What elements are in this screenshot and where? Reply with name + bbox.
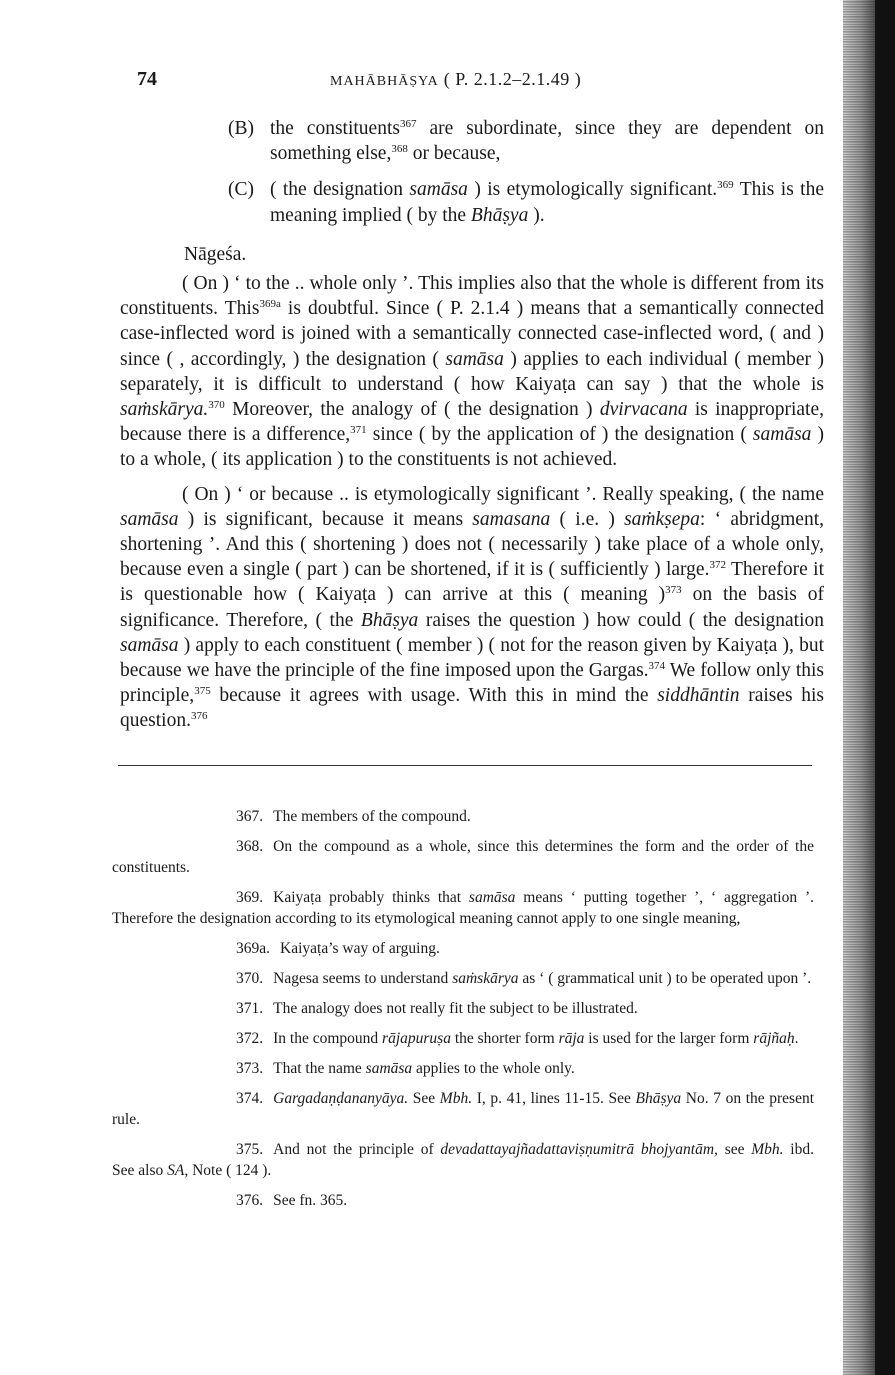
italic-term: rāja [558, 1030, 585, 1047]
text: ( On ) ‘ or because .. is etymologically significant ’. Really speaking, ( the name [182, 483, 824, 505]
text: applies to the whole only. [412, 1060, 575, 1077]
footnote-number: 370. [236, 970, 264, 987]
italic-term: rājapuruṣa [382, 1030, 451, 1047]
text: on the basis of significance. Therefore, ( the [120, 584, 824, 631]
italic-term: samāsa [752, 424, 812, 446]
italic-term: samāsa [120, 508, 179, 530]
text: Kaiyaṭa probably thinks that [273, 889, 469, 906]
italic-term: SA, [167, 1162, 189, 1179]
italic-term: Mbh. [751, 1141, 784, 1158]
text: raises his question. [120, 685, 825, 732]
running-head [330, 69, 581, 90]
text: the shorter form [450, 1030, 559, 1047]
footnote-divider [118, 765, 812, 766]
text: This is the meaning implied ( by the [270, 179, 824, 226]
footnote-ref: 374 [648, 660, 666, 673]
text: as ‘ ( grammatical unit ) to be operated upon ’. [518, 970, 812, 987]
text: In the compound [273, 1030, 383, 1047]
italic-term: samāsa [365, 1060, 413, 1077]
italic-term: siddhāntin [657, 685, 740, 707]
text: are subordinate, since they are dependent on something else, [270, 118, 825, 165]
author-heading: Nāgeśa. [184, 243, 247, 265]
footnote-373 [112, 1058, 814, 1079]
italic-term: samasana [472, 508, 551, 530]
page-number: 74 [137, 68, 157, 90]
text: On the compound as a whole, since this determines the form and the order of the constituents. [112, 838, 814, 876]
italic-term: samāsa [445, 348, 504, 370]
footnote-number: 375. [236, 1141, 264, 1158]
italic-term: saṁskārya [452, 970, 519, 987]
text: is doubtful. Since ( P. 2.1.4 ) means that a semantically connected case-inflected word is joined with a semantically connected case-inflected word, ( and ) since ( , accordingly, ) the designation ( [120, 298, 824, 370]
text: ( On ) ‘ to the .. whole only ’. This implies also that the whole is different from its constituents. This [120, 273, 824, 320]
text: or because, [407, 143, 501, 165]
text: We follow only this principle, [120, 660, 824, 707]
text: And not the principle of [273, 1141, 441, 1158]
text: The members of the compound. [273, 808, 471, 825]
footnote-ref: 367 [399, 118, 417, 130]
footnote-ref: 368 [391, 143, 408, 156]
footnote-ref: 372 [709, 559, 726, 572]
footnote-367 [112, 806, 814, 827]
text: since ( by the application of ) the designation ( [366, 424, 753, 446]
text: I, p. 41, lines 11-15. See [472, 1090, 636, 1107]
footnote-ref: 369 [717, 179, 734, 192]
footnote-number: 376. [236, 1192, 264, 1209]
text: see [717, 1141, 752, 1158]
footnote-ref: 369a [259, 298, 281, 311]
footnote-number: 374. [236, 1090, 264, 1107]
italic-term: rājñaḥ [753, 1030, 795, 1047]
text: See fn. 365. [273, 1192, 348, 1209]
text: That the name [273, 1060, 366, 1077]
footnote-number: 373. [236, 1060, 264, 1077]
text: ( i.e. ) [550, 508, 625, 530]
italic-term: Gargadaṇḍananyāya. [273, 1090, 409, 1107]
footnote-368 [112, 836, 814, 878]
text: ) apply to each constituent ( member ) ( not for the reason given by Kaiyaṭa ), but because we have the principle of the fine imposed upon the Gargas. [120, 634, 824, 682]
italic-term: samāsa [409, 179, 468, 201]
footnote-number: 367. [236, 808, 264, 825]
text: Therefore it is questionable how ( Kaiyaṭa ) can arrive at this ( meaning ) [120, 559, 824, 606]
list-item-c [120, 177, 824, 227]
text: . [794, 1030, 799, 1047]
text: is inappropriate, because there is a difference, [120, 399, 824, 446]
footnote-372 [112, 1028, 814, 1049]
footnote-ref: 371 [350, 424, 367, 437]
italic-term: samāsa [120, 634, 179, 656]
text: the constituents [270, 118, 400, 139]
page-header [0, 68, 840, 98]
text: Note ( 124 ). [188, 1162, 272, 1179]
text: ). [528, 204, 545, 226]
running-head-title: MAHĀBHĀṢYA [330, 74, 439, 89]
text: ibd. See also [112, 1141, 814, 1179]
text: No. 7 on the present rule. [112, 1090, 814, 1128]
footnote-number: 372. [236, 1030, 264, 1047]
footnote-374 [112, 1088, 814, 1130]
text: See [408, 1090, 440, 1107]
italic-term: Bhāṣya [470, 204, 529, 226]
running-head-ref: ( P. 2.1.2–2.1.49 ) [443, 69, 582, 89]
footnote-370 [112, 968, 814, 989]
italic-term: Bhāṣya [635, 1090, 682, 1107]
scanned-page-edge-dark [875, 0, 895, 1375]
text: Kaiyaṭa’s way of arguing. [280, 940, 440, 957]
italic-term: saṁkṣepa [624, 508, 700, 530]
paragraph-1 [120, 271, 824, 473]
text: ) to a whole, ( its application ) to the constituents is not achieved. [120, 424, 825, 471]
text: means ‘ putting together ’, ‘ aggregation ’. Therefore the designation according to its etymological meaning cannot apply to one single meaning, [112, 889, 814, 927]
italic-term: Bhāṣya [360, 609, 419, 631]
footnote-375 [112, 1139, 814, 1181]
text: ) is etymologically significant. [467, 179, 718, 201]
text: ) is significant, because it means [178, 508, 473, 530]
italic-term: Mbh. [439, 1090, 473, 1107]
footnotes [112, 806, 814, 1220]
footnote-369a [112, 938, 814, 959]
footnote-number: 368. [236, 838, 264, 855]
list-label-c: (C) [228, 179, 254, 201]
footnote-371 [112, 998, 814, 1019]
text: : ‘ abridgment, shortening ’. And this ( shortening ) does not ( necessarily ) take place of a whole only, because even a single ( part ) can be shortened, if it is ( sufficiently ) large. [120, 508, 825, 581]
italic-term: devadattayajñadattaviṣṇumitrā bhojyantām, [440, 1141, 718, 1158]
italic-term: saṁskārya. [120, 399, 209, 421]
list-item-b [120, 116, 824, 166]
text: Nagesa seems to understand [273, 970, 453, 987]
paragraph-2 [120, 482, 824, 734]
text: Moreover, the analogy of ( the designation ) [224, 399, 600, 421]
main-text [120, 116, 824, 734]
italic-term: samāsa [468, 889, 516, 906]
footnote-number: 371. [236, 1000, 264, 1017]
footnote-number: 369. [236, 889, 264, 906]
text: ( the designation [270, 179, 410, 201]
italic-term: dvirvacana [599, 399, 688, 421]
footnote-ref: 375 [194, 685, 211, 698]
footnote-376 [112, 1190, 814, 1211]
list-label-b: (B) [228, 118, 254, 139]
text: raises the question ) how could ( the designation [418, 609, 825, 631]
text: because it agrees with usage. With this in mind the [210, 685, 658, 707]
footnote-number: 369a. [236, 940, 271, 957]
text: ) applies to each individual ( member ) separately, it is difficult to understand ( how Kaiyaṭa can say ) that the whole is [120, 348, 824, 395]
footnote-ref: 373 [665, 584, 682, 597]
footnote-ref: 376 [190, 710, 208, 723]
footnote-ref: 370 [208, 399, 225, 412]
text: The analogy does not really fit the subject to be illustrated. [273, 1000, 638, 1017]
text: is used for the larger form [584, 1030, 754, 1047]
footnote-369 [112, 887, 814, 929]
